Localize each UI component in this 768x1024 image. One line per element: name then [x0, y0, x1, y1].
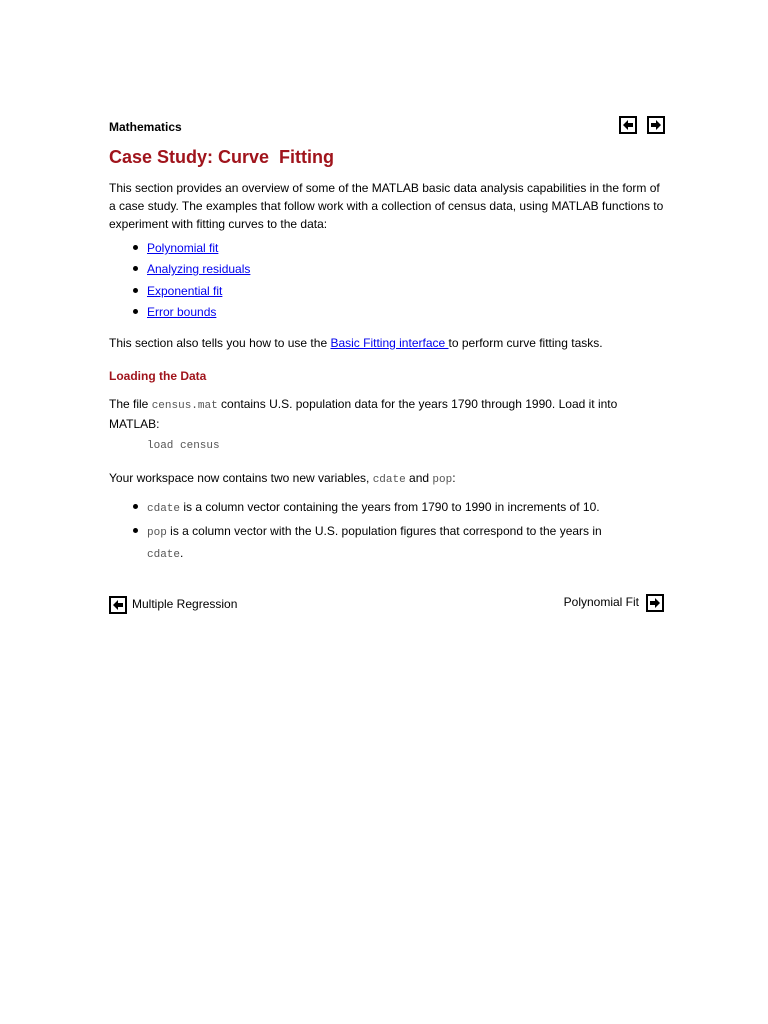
list-item	[109, 239, 250, 260]
list-item	[109, 303, 250, 324]
page-title: Case Study: Curve Fitting	[109, 147, 335, 167]
list-item	[109, 521, 629, 565]
also-text-before: This section also tells you how to use the	[109, 336, 331, 350]
pop-variable: pop	[147, 527, 167, 539]
file-text-after: contains U.S. population data for the years 1790 through 1990. Load it into MATLAB:	[109, 397, 618, 431]
book-title: Mathematics	[109, 120, 182, 134]
cdate-variable: cdate	[147, 549, 181, 561]
previous-page-label[interactable]: Multiple Regression	[132, 597, 238, 611]
cdate-variable: cdate	[147, 503, 181, 515]
workspace-text-and: and	[405, 471, 433, 485]
footer-navigation	[109, 592, 664, 614]
census-file-paragraph	[109, 395, 644, 433]
file-text-before: The file	[109, 397, 152, 411]
cdate-description: is a column vector containing the years from 1790 to 1990 in increments of 10.	[180, 500, 600, 514]
workspace-paragraph	[109, 469, 664, 489]
basic-fitting-interface-link[interactable]: Basic Fitting interface	[330, 336, 449, 350]
pop-description: is a column vector with the U.S. population figures that correspond to the years in	[166, 524, 602, 538]
list-item	[109, 282, 250, 303]
left-arrow-icon[interactable]	[619, 116, 637, 134]
variable-list	[109, 497, 629, 567]
pop-description-end: .	[180, 546, 184, 560]
right-arrow-icon[interactable]	[646, 594, 664, 612]
cdate-variable: cdate	[372, 474, 406, 486]
next-page-label[interactable]: Polynomial Fit	[563, 595, 639, 609]
header-bar	[109, 114, 664, 136]
census-file-name: census.mat	[151, 400, 218, 412]
list-item	[109, 497, 629, 519]
basic-fitting-paragraph	[109, 334, 664, 352]
polynomial-fit-link[interactable]: Polynomial fit	[147, 241, 219, 255]
left-arrow-icon[interactable]	[109, 596, 127, 614]
workspace-text-after: :	[452, 471, 456, 485]
load-census-code: load census	[147, 440, 220, 452]
error-bounds-link[interactable]: Error bounds	[147, 304, 217, 319]
workspace-text-before: Your workspace now contains two new variables,	[109, 471, 373, 485]
pop-variable: pop	[432, 474, 453, 486]
analyzing-residuals-link[interactable]: Analyzing residuals	[147, 262, 251, 277]
section-heading: Loading the Data	[109, 369, 207, 383]
list-item	[109, 260, 250, 281]
topic-list	[109, 239, 250, 324]
right-arrow-icon[interactable]	[647, 116, 665, 134]
intro-paragraph: This section provides an overview of some of the MATLAB basic data analysis capabilities in the form of a case study. The examples that follow work with a collection of census data, using MATLAB functions to experiment with fitting curves to the data:	[109, 181, 664, 231]
next-page-link[interactable]	[554, 594, 664, 614]
exponential-fit-link[interactable]: Exponential fit	[147, 283, 223, 298]
also-text-after: to perform curve fitting tasks.	[448, 336, 603, 350]
